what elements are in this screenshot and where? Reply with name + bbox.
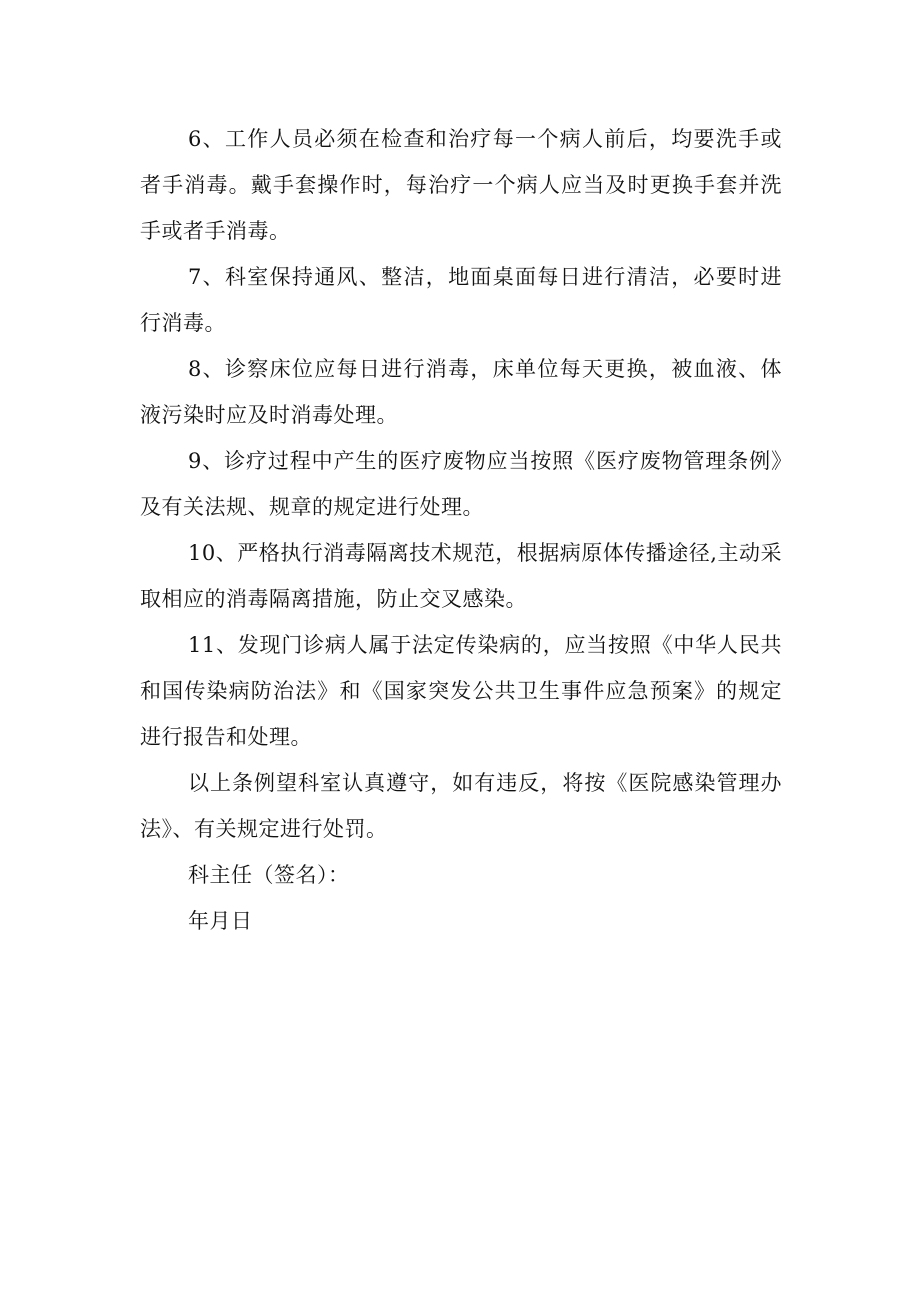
signature-label: 科主任（签名）： — [188, 863, 350, 887]
rule-paragraph-11: 11、发现门诊病人属于法定传染病的，应当按照《中华人民共和国传染病防治法》和《国家突发公共卫生事件应急预案》的规定进行报告和处理。 — [140, 633, 782, 749]
rule-paragraph-9: 9、诊疗过程中产生的医疗废物应当按照《医疗废物管理条例》及有关法规、规章的规定进行处理。 — [140, 449, 782, 519]
rule-paragraph-7: 7、科室保持通风、整洁，地面桌面每日进行清洁，必要时进行消毒。 — [140, 265, 782, 335]
closing-paragraph: 以上条例望科室认真遵守，如有违反，将按《医院感染管理办法》、有关规定进行处罚。 — [140, 771, 782, 841]
rule-paragraph-10: 10、严格执行消毒隔离技术规范，根据病原体传播途径,主动采取相应的消毒隔离措施，防止交叉感染。 — [140, 541, 782, 611]
rule-paragraph-8: 8、诊察床位应每日进行消毒，床单位每天更换，被血液、体液污染时应及时消毒处理。 — [140, 357, 782, 427]
document-body — [140, 116, 782, 944]
date-label: 年月日 — [188, 909, 253, 933]
rule-paragraph-6: 6、工作人员必须在检查和治疗每一个病人前后，均要洗手或者手消毒。戴手套操作时，每治疗一个病人应当及时更换手套并洗手或者手消毒。 — [140, 127, 782, 243]
